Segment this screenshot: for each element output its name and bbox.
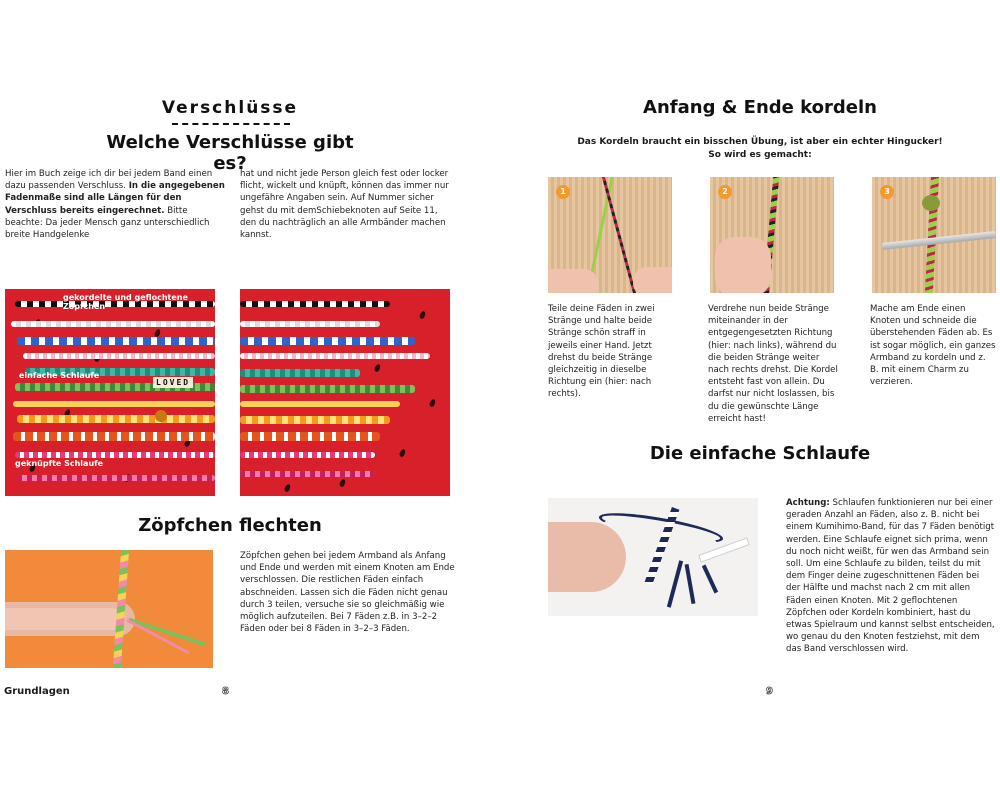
page-number-left: 8	[222, 686, 229, 697]
step1-badge: 1	[556, 185, 570, 199]
step3-text: Mache am Ende einen Knoten und schneide die überstehenden Fäden ab. Es ist sogar möglich, ein ganzes Armband zu kordeln und z. B. mit einem Charm zu verzieren.	[870, 304, 996, 388]
step3-photo	[872, 177, 996, 293]
page-heading-right: Anfang & Ende kordeln	[643, 97, 877, 118]
step3-badge: 3	[880, 185, 894, 199]
step1-photo	[548, 177, 672, 293]
achtung-body: Schlaufen funktionieren nur bei einer geraden Anzahl an Fäden, also z. B. nicht bei einem Kumihimo-Band, für das 7 Fäden benötigt werden. Eine Schlaufe eignet sich prima, wenn du noch nicht weißt, für wen das Armband sein soll. Um eine Schlaufe zu bilden, teilst du mit dem Finger deine zugeschnittenen Fäden bei der Hälfte und machst nach 2 cm mit allen Fäden einen Knoten. Mit 2 geflochtenen Zöpfchen oder Kordeln kombiniert, hast du etwas Spielraum und kannst selbst entscheiden, wo genau du den Knoten festziehst, mit dem das Band verschlossen wird.	[786, 498, 995, 655]
letter-beads: LOVED	[153, 377, 193, 388]
section-heading-schlaufe: Die einfache Schlaufe	[649, 443, 871, 464]
braiding-photo	[5, 550, 213, 668]
intro-col1-bold: In die angegebenen Fadenmaße sind alle Längen für den Verschluss bereits eingerechnet.	[5, 181, 225, 216]
intro-right	[570, 136, 950, 162]
step1-text: Teile deine Fäden in zwei Stränge und halte beide Stränge schön straff in jeweils einer Hand. Jetzt drehst du beide Stränge gleichzeitig in dieselbe Richtung ein (hier: nach rechts).	[548, 304, 655, 400]
step2-photo	[710, 177, 834, 293]
intro-right-line1: Das Kordeln braucht ein bisschen Übung, ist aber ein echter Hingucker!	[577, 137, 943, 147]
achtung-text	[786, 497, 996, 656]
label-gekordelte-zoepfchen: gekordelte und geflochtene Zöpfchen	[63, 293, 188, 311]
kicker-underline	[172, 123, 290, 125]
intro-column-1	[5, 168, 227, 241]
footer-section-label: Grundlagen	[4, 686, 70, 697]
intro-col1-text-end: Bitte beachte: Da jeder Mensch ganz unterschiedlich breite Handgelenke	[5, 205, 210, 241]
step2-badge: 2	[718, 185, 732, 199]
achtung-label: Achtung:	[786, 498, 830, 508]
step2-text: Verdrehe nun beide Stränge miteinander in der entgegengesetzten Richtung (hier: nach links), während du die beiden Stränge weiter nach rechts drehst. Die Kordel entsteht fast von allein. Du darfst nur nicht loslassen, bis du die gewünschte Länge erreicht hast!	[708, 304, 838, 424]
loop-photo	[548, 498, 758, 616]
bracelets-photo-left	[5, 289, 215, 496]
label-einfache-schlaufe: einfache Schlaufe	[19, 371, 100, 380]
intro-col1-text: Hier im Buch zeige ich dir bei jedem Band einen dazu passenden Verschluss.	[5, 169, 213, 192]
kicker-text: Verschlüsse	[161, 98, 299, 118]
section-kicker	[150, 98, 310, 118]
amber-bead	[155, 410, 167, 422]
intro-column-2: hat und nicht jede Person gleich fest oder locker flicht, wickelt und knüpft, können das immer nur ungefähre Angaben sein. Auf Nummer sicher gehst du mit demSchiebeknoten auf Seite 11, den du nachträglich an alle Armbänder machen kannst.	[240, 169, 449, 241]
zoepfchen-text: Zöpfchen gehen bei jedem Armband als Anfang und Ende und werden mit einem Knoten am Ende verschlossen. Die restlichen Fäden einfach abschneiden. Lassen sich die Fäden nicht genau durch 3 teilen, versuche sie so gleichmäßig wie möglich aufzuteilen. Bei 7 Fäden z.B. in 3–2–2 Fäden oder bei 8 Fäden in 3–2–3 Fäden.	[240, 551, 455, 635]
label-geknuepfte-schlaufe: geknüpfte Schlaufe	[15, 459, 104, 468]
bracelets-photo-right	[240, 289, 450, 496]
page-number-right: 9	[766, 686, 773, 697]
page-heading-left: Welche Verschlüsse gibt es?	[106, 132, 354, 174]
intro-right-line2: So wird es gemacht:	[708, 150, 812, 160]
section-heading-zoepfchen: Zöpfchen flechten	[138, 515, 322, 536]
